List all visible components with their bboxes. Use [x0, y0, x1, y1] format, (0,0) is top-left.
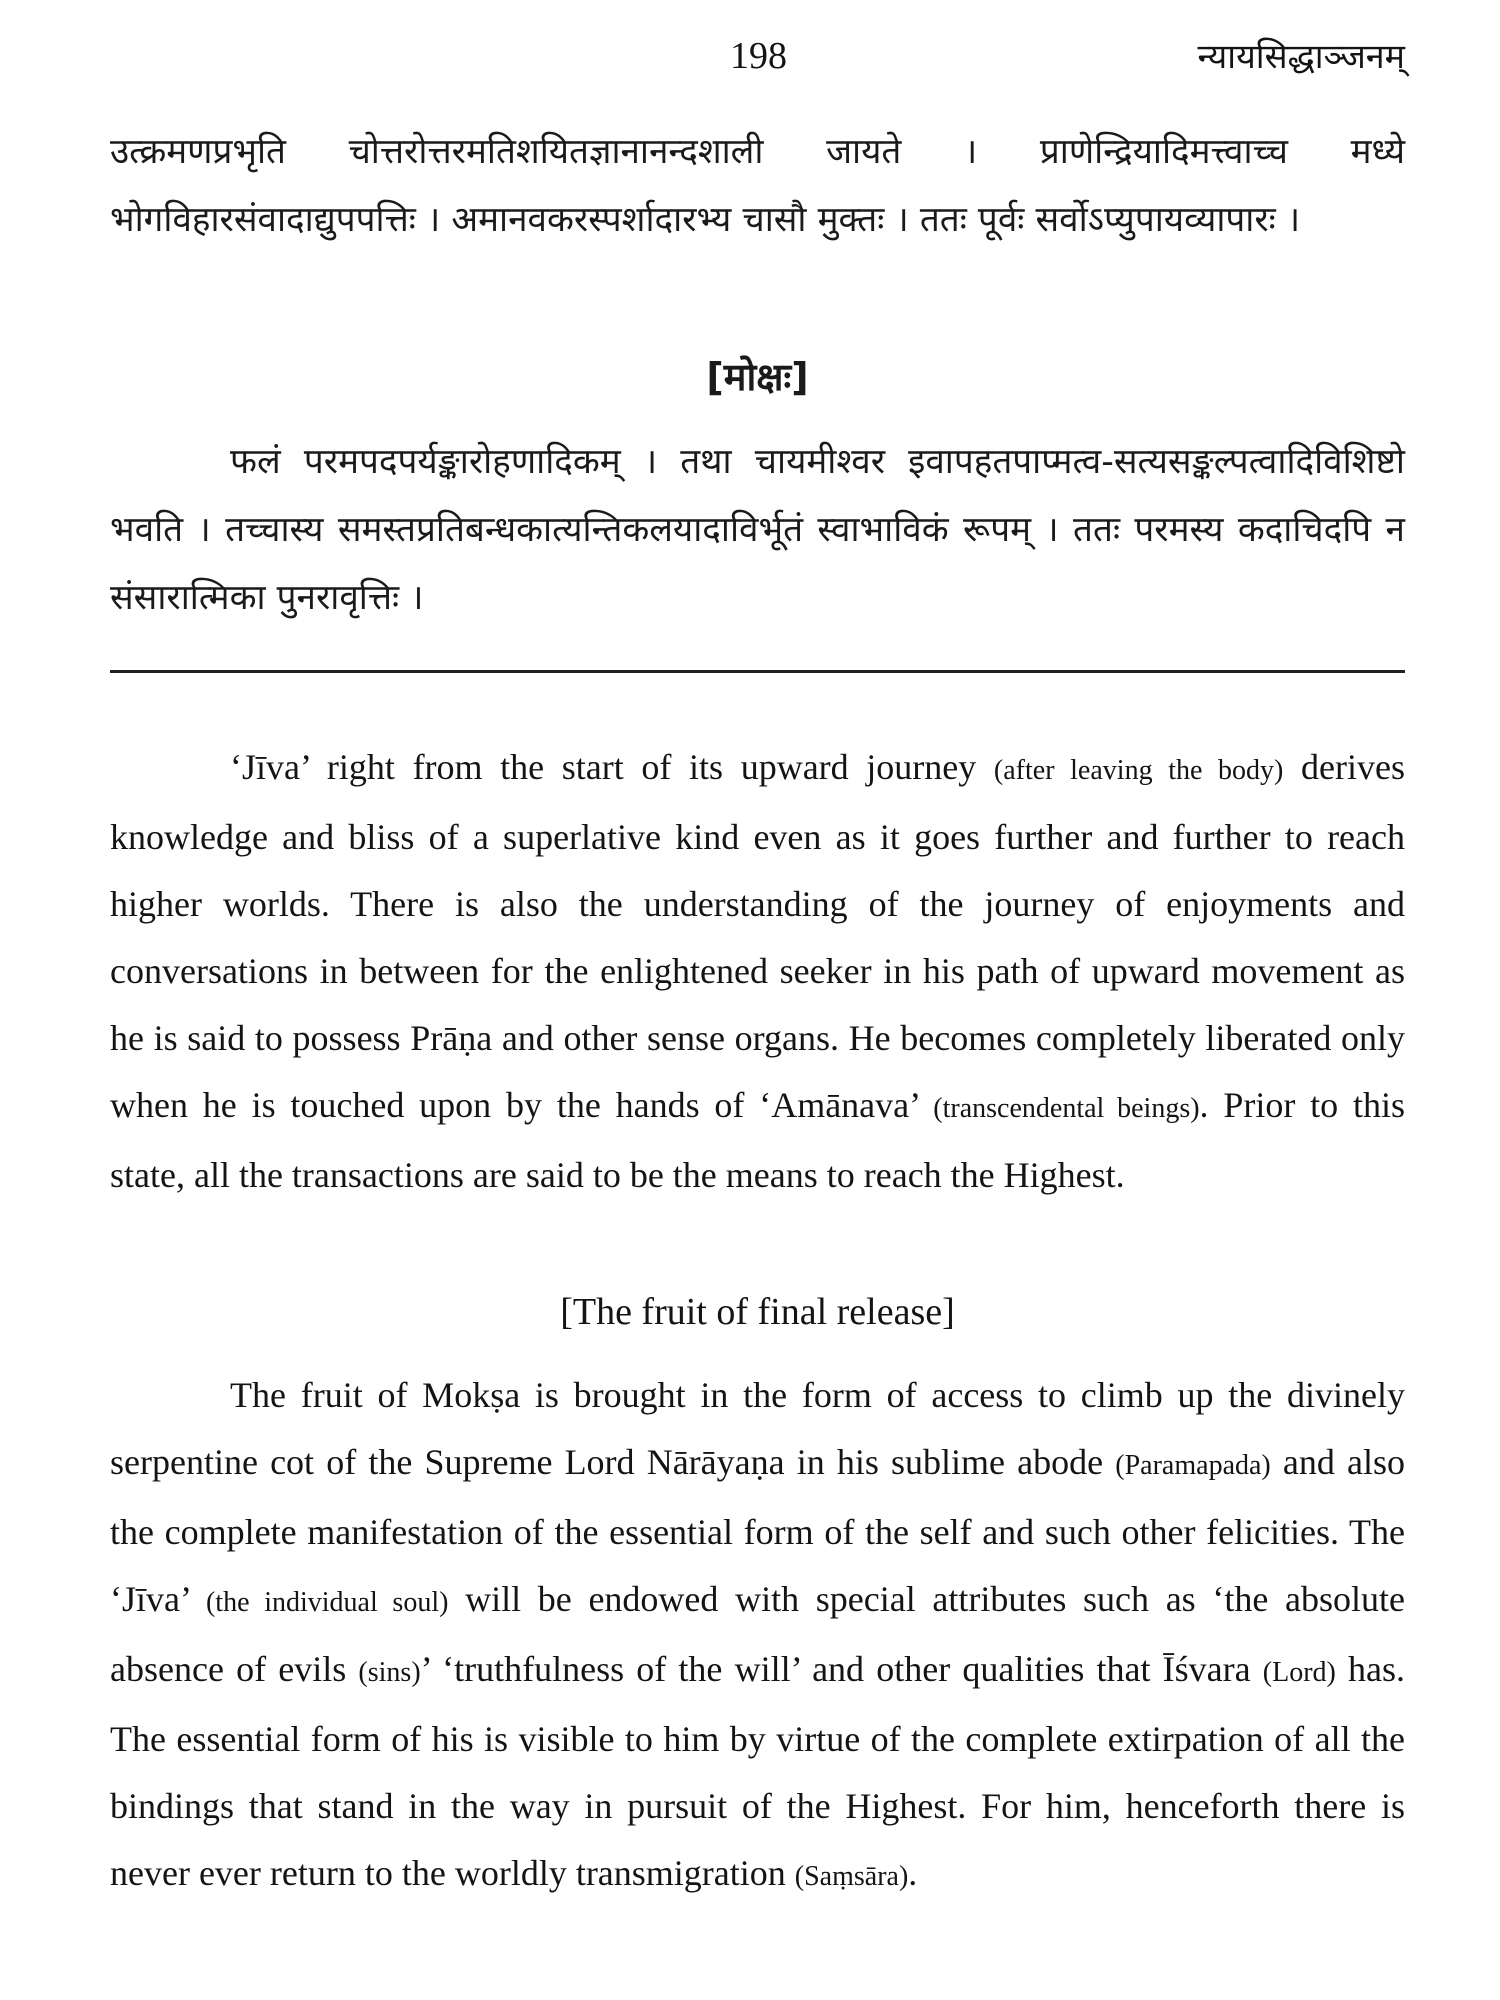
en-p1-text-1: ‘Jīva’ right from the start of its upward journey: [230, 747, 994, 787]
english-section-heading: [The fruit of final release]: [560, 1291, 955, 1333]
running-title: न्यायसिद्धाञ्जनम्: [1197, 37, 1405, 77]
sanskrit-section-heading: [मोक्षः]: [706, 355, 809, 399]
en-p2-note-2: (the individual soul): [205, 1587, 449, 1618]
en-p2-note-5: (Saṃsāra): [794, 1861, 909, 1892]
sanskrit-paragraph-1: उत्क्रमणप्रभृति चोत्तरोत्तरमतिशयितज्ञानानन्दशाली जायते । प्राणेन्द्रियादिमत्त्वाच्च मध्ये भोगविहारसंवादाद्युपपत्तिः । अमानवकरस्पर्शादारभ्य चासौ मुक्तः । ततः पूर्वः सर्वोऽप्युपायव्यापारः ।: [110, 132, 1405, 240]
en-p1-text-3: . Prior to this state, all the transactions are said to be the means to reach the Highest.: [110, 1085, 1406, 1195]
en-p1-note-1: (after leaving the body): [993, 755, 1284, 786]
en-p2-note-1: (Paramapada): [1115, 1450, 1271, 1481]
en-p2-text-2: and also the complete manifestation of the essential form of the self and such other felicities. The ‘Jīva’: [110, 1442, 1406, 1619]
page-header: [110, 26, 1405, 86]
en-p2-text-5: has. The essential form of his is visible to him by virtue of the complete extirpation of all the bindings that stand in the way in pursuit of the Highest. For him, henceforth there is never ever return to the worldly transmigration: [110, 1649, 1406, 1893]
en-p2-text-6: .: [908, 1853, 918, 1893]
en-p2-text-4: ’ ‘truthfulness of the will’ and other qualities that Īśvara: [420, 1649, 1263, 1689]
page-number: 198: [730, 35, 787, 77]
english-paragraph-2: [110, 1362, 1405, 1910]
en-p2-note-4: (Lord): [1262, 1657, 1336, 1688]
sanskrit-paragraph-2: फलं परमपदपर्यङ्कारोहणादिकम् । तथा चायमीश्वर इवापहतपाप्मत्व-सत्यसङ्कल्पत्वादिविशिष्टो भवति । तच्चास्य समस्तप्रतिबन्धकात्यन्तिकलयादाविर्भूतं स्वाभाविकं रूपम् । ततः परमस्य कदाचिदपि न संसारात्मिका पुनरावृत्तिः ।: [110, 442, 1405, 618]
en-p1-text-2: derives knowledge and bliss of a superlative kind even as it goes further and further to reach higher worlds. There is also the understanding of the journey of enjoyments and conversations in between for the enlightened seeker in his path of upward movement as he is said to possess Prāṇa and other sense organs. He becomes completely liberated only when he is touched upon by the hands of ‘Amānava’: [110, 747, 1405, 1125]
section-divider: [110, 670, 1405, 673]
en-p1-note-2: (transcendental beings): [933, 1093, 1200, 1124]
en-p2-text-1: The fruit of Mokṣa is brought in the form of access to climb up the divinely serpentine cot of the Supreme Lord Nārāyaṇa in his sublime abode: [110, 1375, 1405, 1482]
en-p2-note-3: (sins): [358, 1657, 421, 1688]
en-p2-text-3: will be endowed with special attributes such as ‘the absolute absence of evils: [110, 1579, 1405, 1689]
english-paragraph-1: [110, 734, 1405, 1209]
